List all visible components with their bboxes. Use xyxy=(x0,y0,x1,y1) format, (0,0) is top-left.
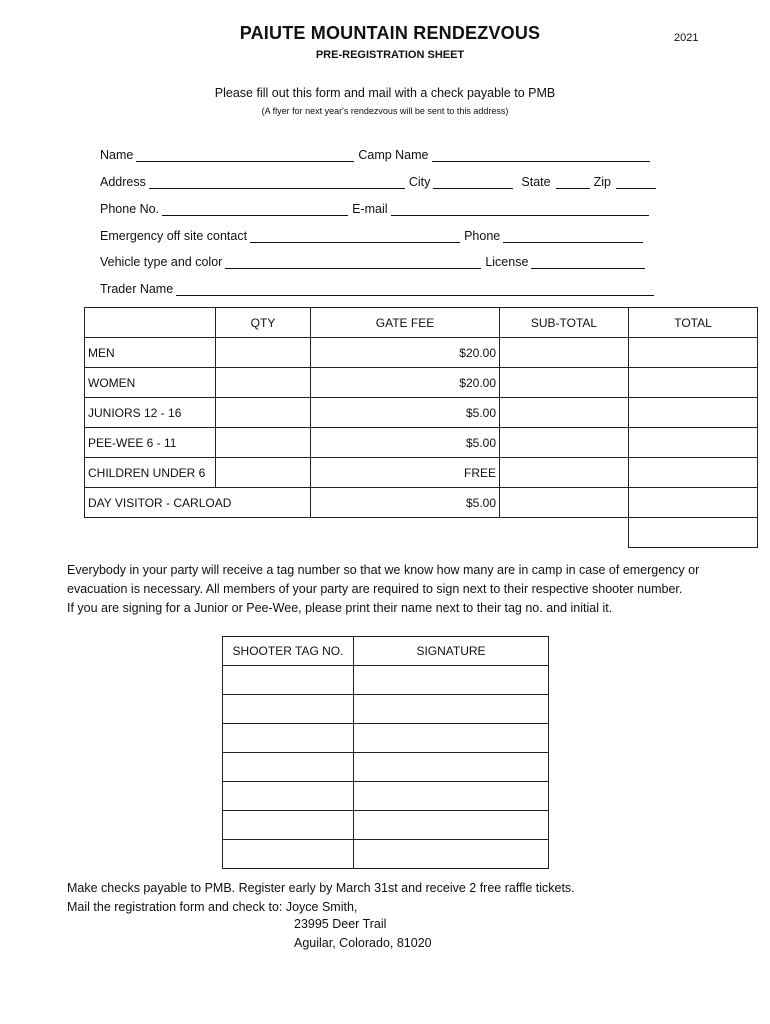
qty-cell[interactable] xyxy=(216,338,311,368)
flyer-note: (A flyer for next year's rendezvous will be sent to this address) xyxy=(261,106,509,116)
total-cell[interactable] xyxy=(629,488,758,518)
tag-cell[interactable] xyxy=(223,811,354,840)
table-row xyxy=(223,753,549,782)
tag-cell[interactable] xyxy=(223,782,354,811)
tag-cell[interactable] xyxy=(223,840,354,869)
tag-info-paragraph xyxy=(67,561,747,618)
qty-cell[interactable] xyxy=(216,458,311,488)
category-cell: MEN xyxy=(85,338,216,368)
form-title: PAIUTE MOUNTAIN RENDEZVOUS xyxy=(239,23,541,43)
shooter-table xyxy=(222,636,549,869)
row-address xyxy=(100,175,660,189)
table-row xyxy=(223,782,549,811)
header-shooter-tag: SHOOTER TAG NO. xyxy=(223,637,354,666)
vehicle-field[interactable] xyxy=(225,256,481,269)
address-field[interactable] xyxy=(149,176,405,189)
signature-cell[interactable] xyxy=(354,724,549,753)
zip-label: Zip xyxy=(593,175,611,189)
table-row xyxy=(85,488,758,518)
fee-table xyxy=(84,307,758,548)
mailing-address-street: 23995 Deer Trail xyxy=(294,917,387,931)
table-row xyxy=(223,695,549,724)
signature-cell[interactable] xyxy=(354,753,549,782)
tag-cell[interactable] xyxy=(223,666,354,695)
signature-cell[interactable] xyxy=(354,695,549,724)
row-vehicle xyxy=(100,255,649,269)
footer-line: Make checks payable to PMB. Register early by March 31st and receive 2 free raffle tickets. xyxy=(67,881,575,895)
table-row xyxy=(85,368,758,398)
header-subtotal: SUB-TOTAL xyxy=(500,308,629,338)
header-gate-fee: GATE FEE xyxy=(311,308,500,338)
camp-name-field[interactable] xyxy=(432,149,650,162)
license-field[interactable] xyxy=(531,256,645,269)
header-signature: SIGNATURE xyxy=(354,637,549,666)
table-row xyxy=(85,428,758,458)
table-row xyxy=(85,338,758,368)
footer-line: Mail the registration form and check to: Joyce Smith, xyxy=(67,900,358,914)
name-field[interactable] xyxy=(136,149,354,162)
form-year: 2021 xyxy=(674,32,699,44)
total-cell[interactable] xyxy=(629,398,758,428)
total-cell[interactable] xyxy=(629,368,758,398)
emergency-phone-field[interactable] xyxy=(503,230,643,243)
trader-label: Trader Name xyxy=(100,282,174,296)
signature-cell[interactable] xyxy=(354,840,549,869)
qty-cell[interactable] xyxy=(216,368,311,398)
row-trader xyxy=(100,282,658,296)
signature-cell[interactable] xyxy=(354,782,549,811)
table-row xyxy=(223,666,549,695)
tag-cell[interactable] xyxy=(223,724,354,753)
footer-text xyxy=(67,879,575,917)
table-row xyxy=(85,398,758,428)
row-phone xyxy=(100,202,653,216)
name-label: Name xyxy=(100,148,134,162)
grand-total-cell[interactable] xyxy=(629,518,758,548)
emergency-label: Emergency off site contact xyxy=(100,229,248,243)
qty-cell[interactable] xyxy=(216,398,311,428)
table-row xyxy=(223,811,549,840)
header-qty: QTY xyxy=(216,308,311,338)
camp-name-label: Camp Name xyxy=(358,148,429,162)
qty-cell[interactable] xyxy=(216,428,311,458)
tag-cell[interactable] xyxy=(223,695,354,724)
mailing-address-city: Aguilar, Colorado, 81020 xyxy=(294,936,432,950)
vehicle-label: Vehicle type and color xyxy=(100,255,223,269)
fee-cell: FREE xyxy=(311,458,500,488)
email-label: E-mail xyxy=(352,202,388,216)
shooter-table-header xyxy=(223,637,549,666)
state-label: State xyxy=(521,175,551,189)
fee-table-header xyxy=(85,308,758,338)
fee-cell: $5.00 xyxy=(311,398,500,428)
subtotal-cell[interactable] xyxy=(500,488,629,518)
category-cell: JUNIORS 12 - 16 xyxy=(85,398,216,428)
fee-cell: $20.00 xyxy=(311,368,500,398)
paragraph-line: Everybody in your party will receive a tag number so that we know how many are in camp in case of emergency or xyxy=(67,563,700,577)
fee-cell: $5.00 xyxy=(311,488,500,518)
table-row xyxy=(85,458,758,488)
phone-no-field[interactable] xyxy=(162,203,348,216)
instruction-text: Please fill out this form and mail with a check payable to PMB xyxy=(214,86,556,100)
signature-cell[interactable] xyxy=(354,666,549,695)
category-cell: WOMEN xyxy=(85,368,216,398)
fee-cell: $20.00 xyxy=(311,338,500,368)
address-label: Address xyxy=(100,175,146,189)
total-cell[interactable] xyxy=(629,458,758,488)
phone-no-label: Phone No. xyxy=(100,202,160,216)
subtotal-cell[interactable] xyxy=(500,368,629,398)
city-field[interactable] xyxy=(433,176,513,189)
subtotal-cell[interactable] xyxy=(500,428,629,458)
emergency-field[interactable] xyxy=(250,230,460,243)
header-category xyxy=(85,308,216,338)
header-total: TOTAL xyxy=(629,308,758,338)
table-row xyxy=(223,724,549,753)
email-field[interactable] xyxy=(391,203,649,216)
paragraph-line: evacuation is necessary. All members of your party are required to sign next to their respective shooter number. xyxy=(67,582,683,596)
subtotal-cell[interactable] xyxy=(500,338,629,368)
total-cell[interactable] xyxy=(629,338,758,368)
category-cell: DAY VISITOR - CARLOAD xyxy=(85,488,311,518)
phone-label: Phone xyxy=(464,229,501,243)
trader-field[interactable] xyxy=(176,283,654,296)
form-subtitle: PRE-REGISTRATION SHEET xyxy=(315,49,465,61)
row-name xyxy=(100,148,654,162)
category-cell: CHILDREN UNDER 6 xyxy=(85,458,216,488)
zip-field[interactable] xyxy=(616,176,656,189)
state-field[interactable] xyxy=(556,176,590,189)
category-cell: PEE-WEE 6 - 11 xyxy=(85,428,216,458)
signature-cell[interactable] xyxy=(354,811,549,840)
subtotal-cell[interactable] xyxy=(500,458,629,488)
grand-total-row xyxy=(85,518,758,548)
subtotal-cell[interactable] xyxy=(500,398,629,428)
city-label: City xyxy=(408,175,431,189)
total-cell[interactable] xyxy=(629,428,758,458)
table-row xyxy=(223,840,549,869)
spacer xyxy=(85,518,629,548)
license-label: License xyxy=(485,255,529,269)
paragraph-line: If you are signing for a Junior or Pee-Wee, please print their name next to their tag no. and initial it. xyxy=(67,601,613,615)
row-emergency xyxy=(100,229,647,243)
fee-cell: $5.00 xyxy=(311,428,500,458)
tag-cell[interactable] xyxy=(223,753,354,782)
